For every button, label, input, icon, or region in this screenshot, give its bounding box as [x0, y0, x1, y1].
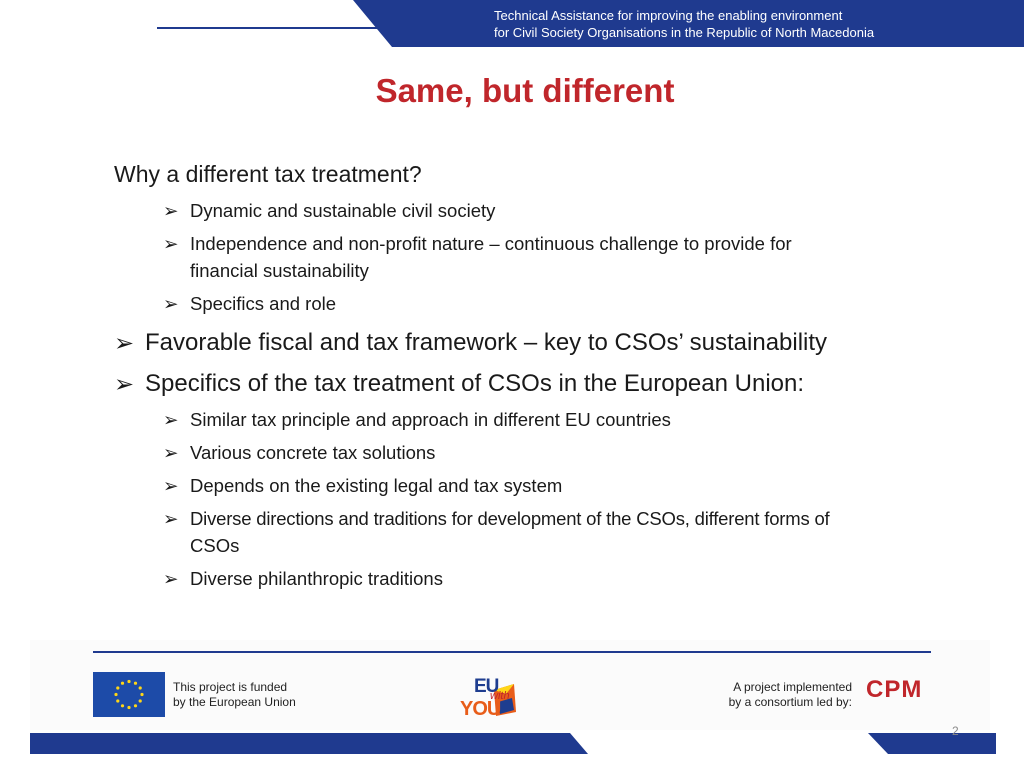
sub-bullet-6: Depends on the existing legal and tax system	[190, 475, 563, 496]
bullet-arrow-icon: ➢	[163, 475, 179, 496]
eu-flag-icon	[93, 672, 165, 717]
eu-logo-you: YOU	[460, 698, 501, 720]
sub-bullet-2: Independence and non-profit nature – continuous challenge to provide for	[190, 233, 792, 254]
header-line-2: for Civil Society Organisations in the Republic of North Macedonia	[494, 25, 875, 40]
bullet-arrow-icon: ➢	[114, 330, 135, 357]
sub-bullet-4: Similar tax principle and approach in different EU countries	[190, 409, 671, 430]
sub-bullet-8: Diverse philanthropic traditions	[190, 568, 443, 589]
funded-by-eu-text	[173, 680, 296, 710]
page-number: 2	[952, 724, 959, 738]
sub-bullet-1: Dynamic and sustainable civil society	[190, 200, 496, 221]
sub-bullet-5: Various concrete tax solutions	[190, 442, 436, 463]
header-line-1: Technical Assistance for improving the enabling environment	[494, 8, 843, 23]
funded-line-1: This project is funded	[173, 680, 288, 694]
bullet-arrow-icon: ➢	[163, 442, 179, 463]
bullet-arrow-icon: ➢	[163, 409, 179, 430]
bullet-arrow-icon: ➢	[163, 293, 179, 314]
eu-logo-with: with	[490, 690, 510, 702]
main-bullet-1: Favorable fiscal and tax framework – key to CSOs’ sustainability	[145, 329, 828, 356]
bullet-arrow-icon: ➢	[163, 233, 179, 254]
sub-bullet-7-cont: CSOs	[190, 535, 240, 556]
bullet-arrow-icon: ➢	[114, 371, 135, 398]
implemented-line-1: A project implemented	[733, 680, 852, 694]
bullet-arrow-icon: ➢	[163, 508, 179, 529]
sub-bullet-7: Diverse directions and traditions for development of the CSOs, different forms of	[190, 508, 830, 529]
eu-with-you-logo	[456, 676, 522, 726]
sub-bullet-2-cont: financial sustainability	[190, 260, 369, 281]
eu-logo-eu: EU	[474, 676, 499, 697]
implemented-by-text	[710, 680, 852, 710]
main-bullet-2: Specifics of the tax treatment of CSOs in the European Union:	[145, 370, 805, 397]
implemented-line-2: by a consortium led by:	[728, 695, 852, 709]
sub-bullet-3: Specifics and role	[190, 293, 337, 314]
bullet-arrow-icon: ➢	[163, 568, 179, 589]
slide-title: Same, but different	[375, 72, 675, 109]
cpm-logo: CPM	[866, 676, 923, 703]
footer-rule	[93, 651, 931, 653]
bullet-arrow-icon: ➢	[163, 200, 179, 221]
funded-line-2: by the European Union	[173, 695, 296, 709]
intro-question: Why a different tax treatment?	[114, 161, 422, 187]
